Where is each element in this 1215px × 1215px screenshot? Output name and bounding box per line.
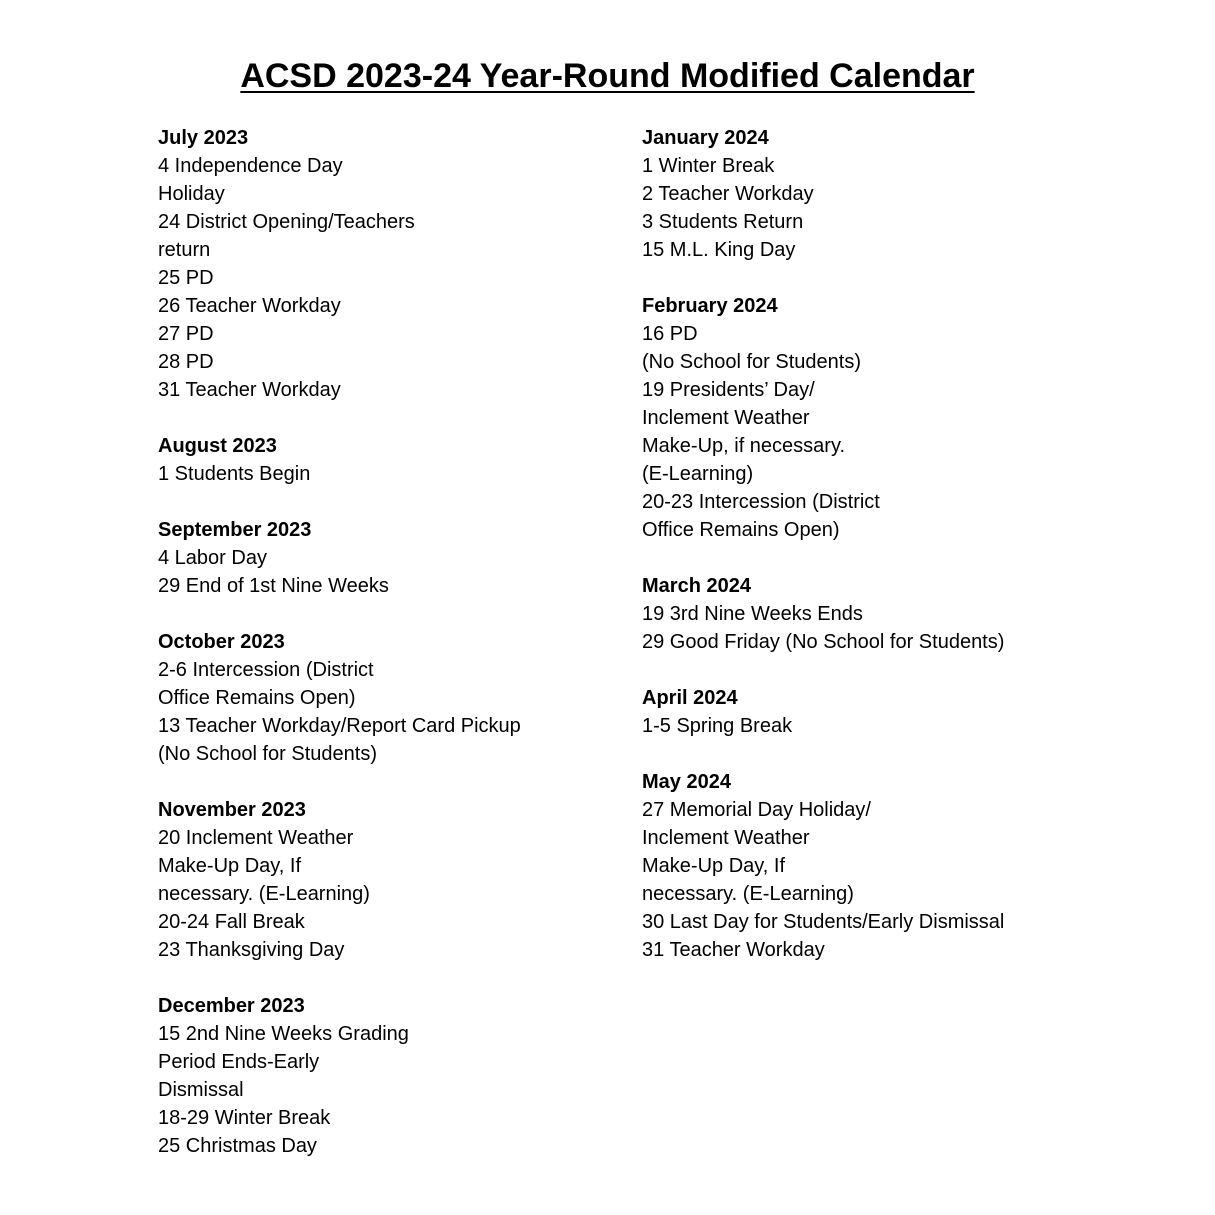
month-section-april-2024 [642,684,1162,740]
calendar-entry: necessary. (E-Learning) [642,883,854,905]
calendar-entry: Inclement Weather [642,827,810,849]
calendar-entry: return [158,239,211,261]
calendar-entry: 4 Labor Day [158,547,267,569]
month-heading: April 2024 [642,687,738,709]
calendar-entry: 27 PD [158,323,214,345]
calendar-entry: 2 Teacher Workday [642,183,814,205]
calendar-entry: 31 Teacher Workday [642,939,825,961]
month-section-october-2023 [158,628,628,768]
calendar-entry: 1 Students Begin [158,463,311,485]
calendar-entry: 26 Teacher Workday [158,295,341,317]
calendar-entry: 27 Memorial Day Holiday/ [642,799,871,821]
calendar-entry: Office Remains Open) [158,687,356,709]
month-section-january-2024 [642,124,1162,264]
month-section-september-2023 [158,516,628,600]
calendar-entry: (No School for Students) [158,743,377,765]
calendar-entry: 19 Presidents’ Day/ [642,379,815,401]
calendar-entry: 15 2nd Nine Weeks Grading [158,1023,409,1045]
calendar-entry: 2-6 Intercession (District [158,659,374,681]
month-heading: May 2024 [642,771,731,793]
calendar-entry: 3 Students Return [642,211,804,233]
calendar-entry: Dismissal [158,1079,244,1101]
month-heading: March 2024 [642,575,751,597]
month-section-july-2023 [158,124,628,404]
month-section-december-2023 [158,992,628,1160]
month-heading: August 2023 [158,435,277,457]
calendar-entry: Period Ends-Early [158,1051,320,1073]
month-section-may-2024 [642,768,1162,964]
calendar-entry: necessary. (E-Learning) [158,883,370,905]
calendar-entry: 1-5 Spring Break [642,715,793,737]
month-section-november-2023 [158,796,628,964]
calendar-entry: 29 End of 1st Nine Weeks [158,575,389,597]
calendar-entry: 20 Inclement Weather [158,827,354,849]
calendar-entry: 20-23 Intercession (District [642,491,880,513]
month-heading: September 2023 [158,519,312,541]
calendar-entry: Inclement Weather [642,407,810,429]
calendar-entry: Office Remains Open) [642,519,840,541]
calendar-entry: 13 Teacher Workday/Report Card Pickup [158,715,521,737]
calendar-entry: (E-Learning) [642,463,754,485]
calendar-entry: 15 M.L. King Day [642,239,796,261]
calendar-entry: 18-29 Winter Break [158,1107,331,1129]
month-heading: November 2023 [158,799,306,821]
month-section-february-2024 [642,292,1162,544]
calendar-entry: 29 Good Friday (No School for Students) [642,631,1005,653]
calendar-entry: Make-Up Day, If [642,855,785,877]
month-section-march-2024 [642,572,1162,656]
calendar-entry: 25 Christmas Day [158,1135,317,1157]
left-column [158,124,628,1188]
calendar-entry: (No School for Students) [642,351,861,373]
page-title: ACSD 2023-24 Year-Round Modified Calendar [240,57,975,95]
calendar-entry: 28 PD [158,351,214,373]
calendar-entry: 24 District Opening/Teachers [158,211,415,233]
calendar-entry: 25 PD [158,267,214,289]
calendar-entry: 1 Winter Break [642,155,775,177]
month-heading: October 2023 [158,631,285,653]
calendar-entry: 31 Teacher Workday [158,379,341,401]
calendar-entry: Holiday [158,183,225,205]
right-column [642,124,1162,992]
calendar-entry: 30 Last Day for Students/Early Dismissal [642,911,1005,933]
calendar-entry: 4 Independence Day [158,155,343,177]
month-heading: July 2023 [158,127,249,149]
calendar-entry: Make-Up Day, If [158,855,301,877]
calendar-entry: 20-24 Fall Break [158,911,305,933]
calendar-entry: Make-Up, if necessary. [642,435,846,457]
month-heading: February 2024 [642,295,778,317]
calendar-entry: 23 Thanksgiving Day [158,939,345,961]
calendar-entry: 19 3rd Nine Weeks Ends [642,603,863,625]
month-heading: January 2024 [642,127,769,149]
month-heading: December 2023 [158,995,305,1017]
month-section-august-2023 [158,432,628,488]
calendar-entry: 16 PD [642,323,698,345]
